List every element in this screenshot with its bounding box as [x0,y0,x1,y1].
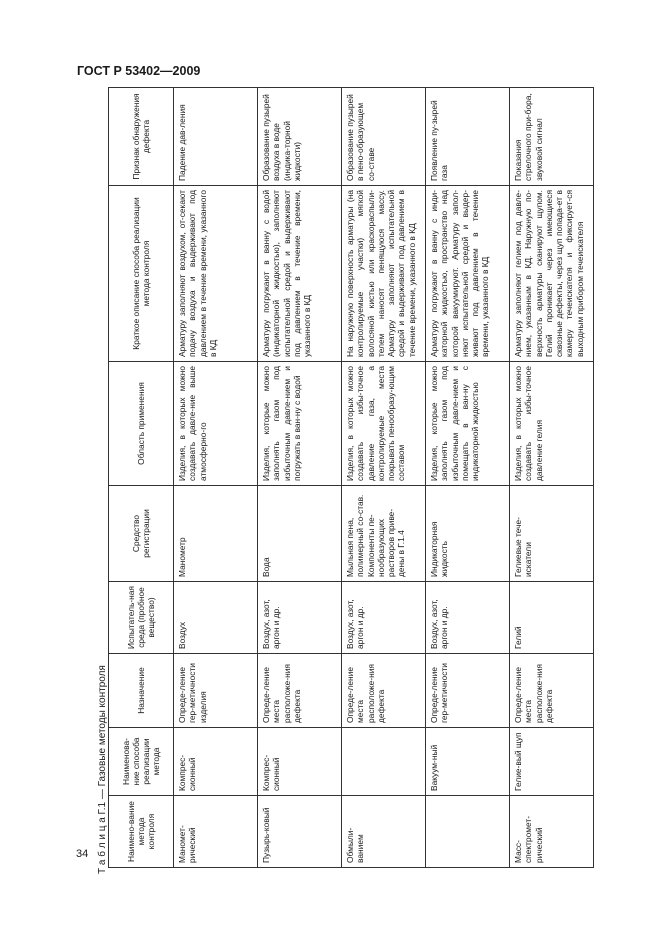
cell-method: Масс-спектромет-рический [510,796,594,868]
gas-methods-table [108,87,594,868]
table-row [426,88,510,868]
cell-medium: Воздух, азот, аргон и др. [426,582,510,654]
cell-purpose: Опреде-ление гер-метичности [426,654,510,728]
table-row [174,88,258,868]
table-caption: Т а б л и ц а Г.1 — Газовые методы контроля [97,665,108,874]
cell-way: Вакуум-ный [426,728,510,796]
cell-purpose: Опреде-ление места расположе-ния дефекта [510,654,594,728]
cell-area: Изделия, в которых можно создавать избы-точное давление гелия [510,362,594,486]
cell-sign: Показания стрелочного при-бора, звуковой сигнал [510,88,594,186]
cell-registration: Вода [258,486,342,582]
col-header-registration: Средство регистрации [109,486,174,582]
col-header-sign: Признак обнаружения дефекта [109,88,174,186]
cell-area: Изделия, в которых можно создавать избы-точное давление газа, а контролируемые места покрывать пенообразу-ющим составом [342,362,426,486]
document-header: ГОСТ Р 53402—2009 [77,64,201,78]
col-header-medium: Испытатель-ная среда (пробное вещество) [109,582,174,654]
cell-description: Арматуру заполняют воздухом, от-секают подачу воздуха и выдерживают под давлением в течение времени, указанного в КД [174,186,258,362]
cell-registration: Гелиевые тече-искатели [510,486,594,582]
cell-sign: Образование пузырей воздуха в воде (индика-торной жидкости) [258,88,342,186]
cell-way: Гелие-вый щуп [510,728,594,796]
cell-registration: Мыльная пена, полимерный со-став. Компоненты пе-нообразующих растворов приве-дены в Г.1.4 [342,486,426,582]
cell-purpose: Опреде-ление места расположе-ния дефекта [342,654,426,728]
cell-description: Арматуру погружают в ванну с водой (индикаторной жидкостью), заполняют испытательной средой и выдерживают под давлением в течение времени, указанного в КД [258,186,342,362]
page-number: 34 [76,848,89,860]
cell-description: Арматуру погружают в ванну с инди-каторной жидкостью, пространство над которой вакуумируют. Арматуру запол-няют испытательной средой и выдер-живают под давлением в течение времени, указанного в КД [426,186,510,362]
table-row [510,88,594,868]
cell-sign: Появление пу-зырей газа [426,88,510,186]
cell-method: Маномет-рический [174,796,258,868]
cell-registration: Манометр [174,486,258,582]
cell-medium: Воздух, азот, аргон и др. [258,582,342,654]
cell-medium: Воздух, азот, аргон и др. [342,582,426,654]
cell-way: Компрес-сионный [258,728,342,796]
cell-medium: Воздух [174,582,258,654]
cell-area: Изделия, которые можно заполнять газом под избыточным давле-нием и помещать в ван-ну с индикаторной жидкостью [426,362,510,486]
col-header-purpose: Назначение [109,654,174,728]
cell-sign: Образование пузырей в пено-образующем со-ставе [342,88,426,186]
table-header-row [109,88,174,868]
col-header-description: Краткое описание способа реализации метода контроля [109,186,174,362]
col-header-way: Наименова-ние способа реализации метода [109,728,174,796]
col-header-area: Область применения [109,362,174,486]
cell-description: Арматуру заполняют гелием под давле-нием, указанным в КД. Наружную по-верхность арматуры сканируют щупом. Гелий проникает через имеющиеся сквозные дефекты, через щуп попада-ет в камеру течеискателя и фиксирует-ся выходным прибором течеискателя [510,186,594,362]
cell-area: Изделия, которые можно заполнять газом под избыточным давле-нием и погружать в ван-ну с водой [258,362,342,486]
rotated-table-wrapper [108,88,588,868]
cell-purpose: Опреде-ление гер-метичности изделия [174,654,258,728]
cell-purpose: Опреде-ление места расположе-ния дефекта [258,654,342,728]
cell-registration: Индикаторная жидкость [426,486,510,582]
cell-description: На наружную поверхность арматуры (на контролируемые участки) мягкой волосяной кистью или краскораспыли-телем наносят пенящуюся массу. Арматуру заполняют испытательной средой и выдерживают под давлением в течение времени, указанного в КД [342,186,426,362]
cell-method: Пузырь-ковый [258,796,342,868]
cell-area: Изделия, в которых можно создавать давле-ние выше атмосферно-го [174,362,258,486]
cell-way: Компрес-сионный [174,728,258,796]
cell-medium: Гелий [510,582,594,654]
col-header-method: Наимено-вание метода контроля [109,796,174,868]
cell-way [342,728,426,796]
cell-method: Обмыли-ванием [342,796,426,868]
cell-sign: Падение дав-ления [174,88,258,186]
table-row [258,88,342,868]
cell-method [426,796,510,868]
table-row [342,88,426,868]
